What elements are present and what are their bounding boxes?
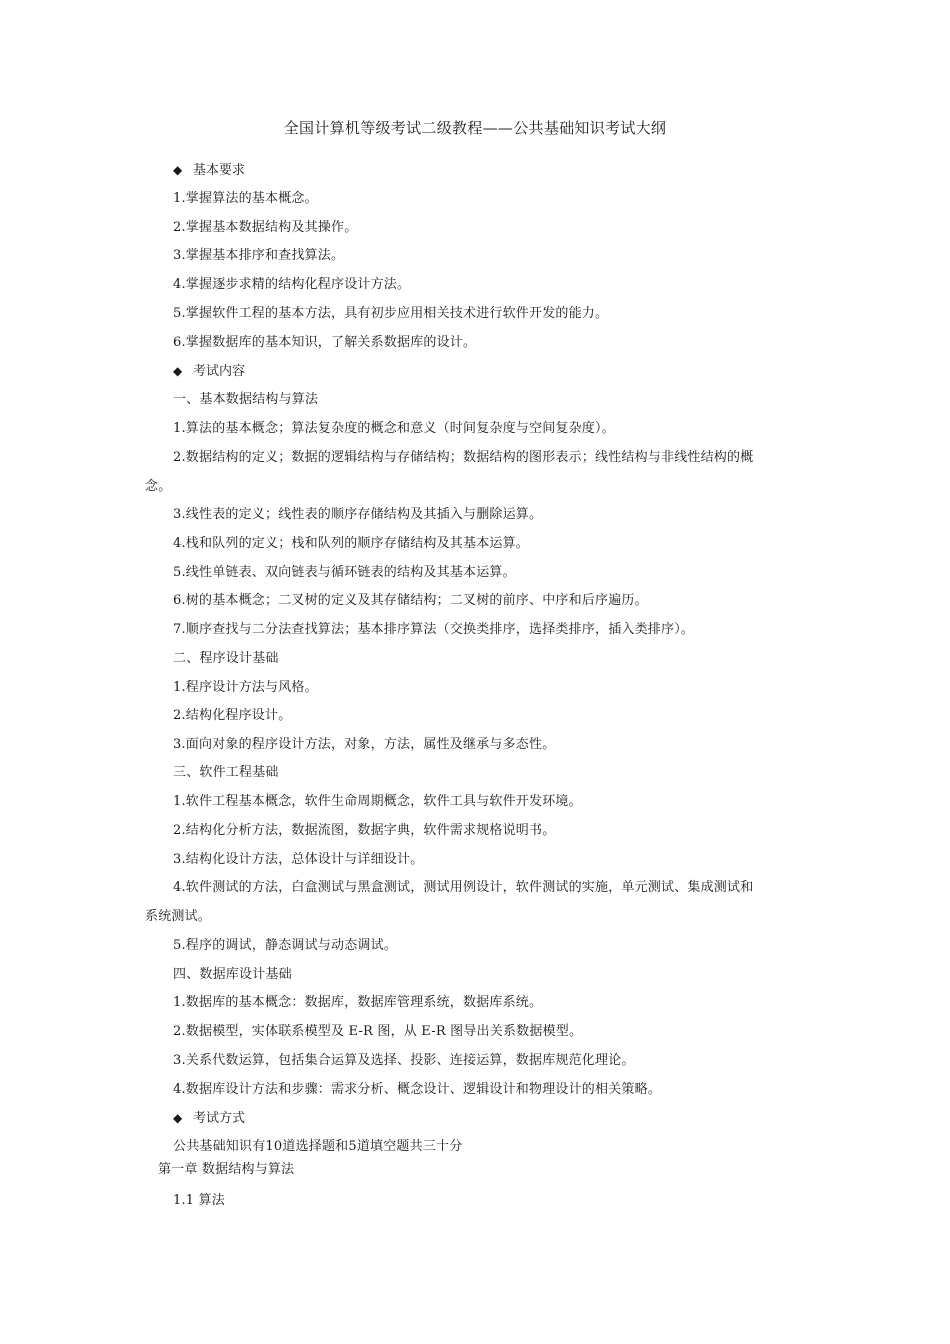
list-item: 1.掌握算法的基本概念。 [173,191,318,206]
list-item: 3.结构化设计方法，总体设计与详细设计。 [173,852,424,867]
list-item-continued: 念。 [145,479,172,494]
list-item: 2.数据模型，实体联系模型及 E-R 图，从 E-R 图导出关系数据模型。 [173,1024,583,1039]
diamond-icon: ◆ [173,364,183,378]
part1-heading: 一、基本数据结构与算法 [173,392,319,407]
chapter-heading: 第一章 数据结构与算法 [158,1162,295,1177]
part2-heading: 二、程序设计基础 [173,651,279,666]
list-item: 3.面向对象的程序设计方法，对象，方法，属性及继承与多态性。 [173,737,556,752]
list-item-continued: 系统测试。 [145,909,212,924]
document-title: 全国计算机等级考试二级教程——公共基础知识考试大纲 [283,119,667,137]
diamond-icon: ◆ [173,163,183,177]
basic-requirements-heading: ◆ 基本要求 [173,160,245,181]
list-item: 1.数据库的基本概念：数据库，数据库管理系统，数据库系统。 [173,995,543,1010]
list-item: 2.结构化程序设计。 [173,708,292,723]
exam-method-text: 公共基础知识有10道选择题和5道填空题共三十分 [173,1139,463,1154]
list-item: 6.掌握数据库的基本知识，了解关系数据库的设计。 [173,335,477,350]
diamond-icon: ◆ [173,1111,183,1125]
part3-heading: 三、软件工程基础 [173,765,279,780]
list-item: 3.关系代数运算，包括集合运算及选择、投影、连接运算，数据库规范化理论。 [173,1053,635,1068]
section-heading: 1.1 算法 [173,1193,226,1208]
list-item: 6.树的基本概念；二叉树的定义及其存储结构；二叉树的前序、中序和后序遍历。 [173,593,648,608]
list-item: 3.掌握基本排序和查找算法。 [173,248,345,263]
list-item: 5.掌握软件工程的基本方法，具有初步应用相关技术进行软件开发的能力。 [173,306,609,321]
list-item: 2.掌握基本数据结构及其操作。 [173,220,358,235]
list-item: 4.掌握逐步求精的结构化程序设计方法。 [173,277,411,292]
exam-method-heading: ◆ 考试方式 [173,1108,245,1129]
list-item: 1.程序设计方法与风格。 [173,680,318,695]
list-item: 4.数据库设计方法和步骤：需求分析、概念设计、逻辑设计和物理设计的相关策略。 [173,1082,662,1097]
list-item: 5.线性单链表、双向链表与循环链表的结构及其基本运算。 [173,565,516,580]
list-item: 2.结构化分析方法，数据流图，数据字典，软件需求规格说明书。 [173,823,556,838]
list-item: 4.栈和队列的定义；栈和队列的顺序存储结构及其基本运算。 [173,536,530,551]
list-item: 4.软件测试的方法，白盒测试与黑盒测试，测试用例设计，软件测试的实施，单元测试、集成测试和 [173,880,754,895]
list-item: 1.算法的基本概念；算法复杂度的概念和意义（时间复杂度与空间复杂度）。 [173,421,615,436]
list-item: 3.线性表的定义；线性表的顺序存储结构及其插入与删除运算。 [173,507,543,522]
exam-content-heading: ◆ 考试内容 [173,361,245,382]
part4-heading: 四、数据库设计基础 [173,967,292,982]
list-item: 7.顺序查找与二分法查找算法；基本排序算法（交换类排序，选择类排序，插入类排序）。 [173,622,695,637]
list-item: 1.软件工程基本概念，软件生命周期概念，软件工具与软件开发环境。 [173,794,582,809]
list-item: 5.程序的调试，静态调试与动态调试。 [173,938,398,953]
list-item: 2.数据结构的定义；数据的逻辑结构与存储结构；数据结构的图形表示；线性结构与非线性结构的概 [173,450,754,465]
